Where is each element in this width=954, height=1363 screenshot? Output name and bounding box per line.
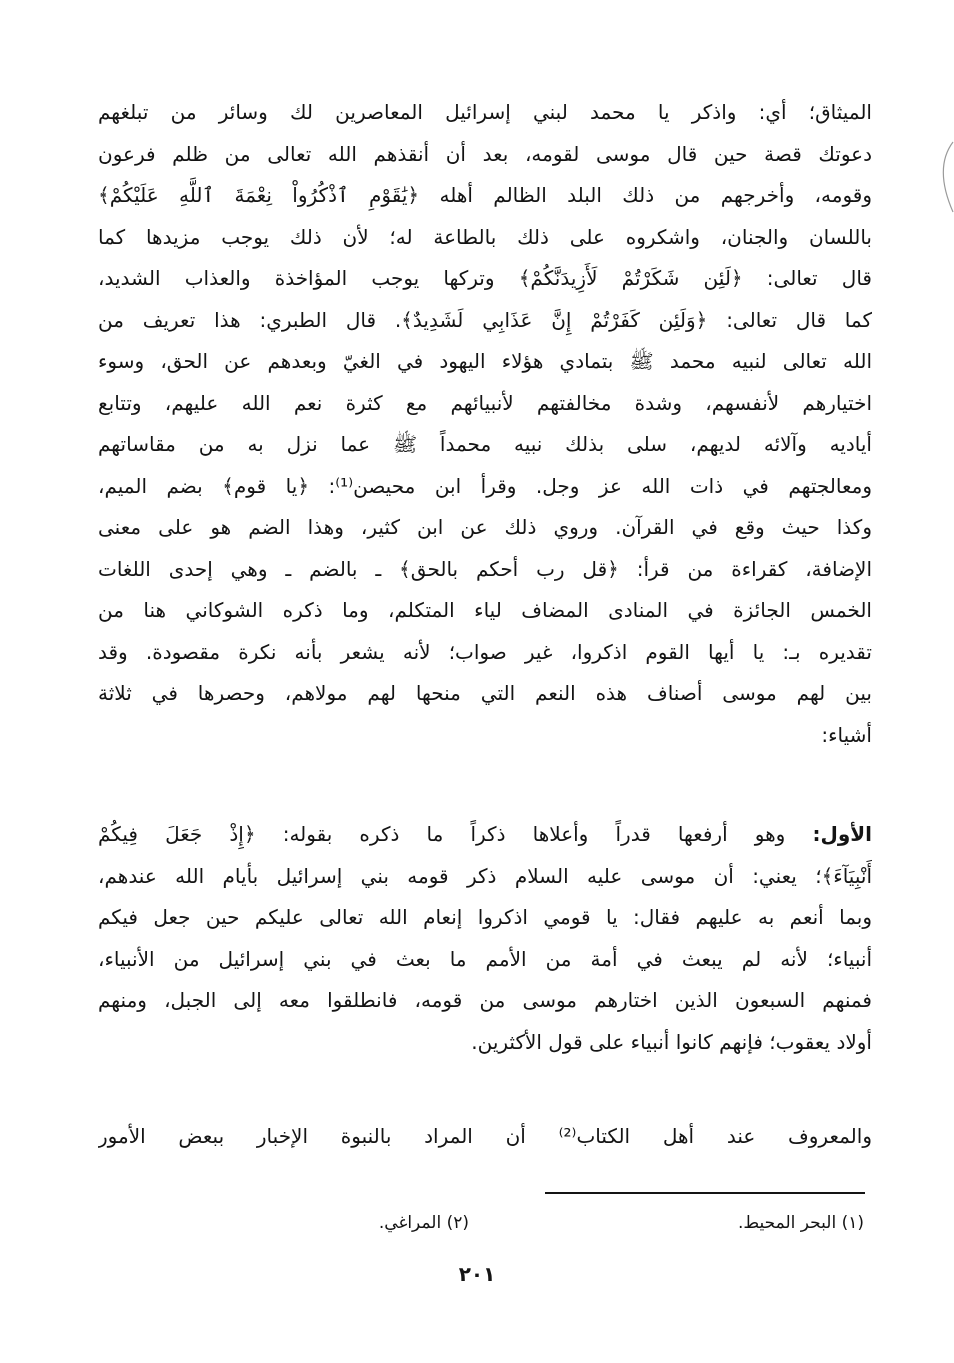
paragraph-3	[98, 1116, 872, 1158]
text-line: وقومه، وأخرجهم من ذلك البلد الظالم أهله ﴿يَٰقَوْمِ ٱذْكُرُواْ نِعْمَةَ ٱللَّهِ عَلَيْكُمْ﴾	[98, 183, 872, 207]
text-line: اختيارهم لأنفسهم، وشدة مخالفتهم لأنبيائهم مع كثرة نعم الله عليهم، وتتابع	[98, 390, 872, 415]
text-line-rest: وهو أرفعها قدراً وأعلاها ذكراً ما ذكره بقوله: ﴿إِذْ جَعَلَ فِيكُمْ	[98, 822, 813, 846]
paragraph-1	[98, 92, 872, 756]
text-line: قال تعالى: ﴿لَئِن شَكَرْتُمْ لَأَزِيدَنَّكُمْ﴾ وتركها يوجب المؤاخذة والعذاب الشديد،	[98, 266, 872, 290]
paragraph-2	[98, 814, 872, 1063]
text-line: أنبياء؛ لأنه لم يبعث في أمة من الأمم ما بعث في بني إسرائيل من الأنبياء،	[98, 946, 872, 971]
text-line: الخمس الجائزة في المنادى المضاف لياء المتكلم، وما ذكره الشوكاني هنا من	[98, 598, 872, 622]
text-line: أولاد يعقوب؛ فإنهم كانوا أنبياء على قول الأكثرين.	[471, 1029, 872, 1054]
text-line: والمعروف عند أهل الكتاب⁽²⁾ أن المراد بالنبوة الإخبار ببعض الأمور	[98, 1124, 872, 1148]
text-line: دعوتك قصة حين قال موسى لقومه، بعد أن أنقذهم الله تعالى من ظلم فرعون	[98, 141, 872, 166]
text-line: بين لهم موسى أصناف هذه النعم التي منحها لهم مولاهم، وحصرها في ثلاثة	[98, 681, 872, 705]
footnote-divider	[545, 1192, 865, 1194]
text-line: أشياء:	[821, 722, 872, 747]
footnote-1: (١) البحر المحيط.	[738, 1213, 864, 1233]
text-line: أَنْبِيَآءَ﴾؛ يعني: أن موسى عليه السلام ذكر قومه بني إسرائيل بأيام الله عندهم،	[98, 863, 872, 888]
page-number: ٢٠١	[458, 1262, 496, 1286]
text-line: الميثاق؛ أي: واذكر يا محمد لبني إسرائيل المعاصرين لك وسائر من تبلغهم	[98, 100, 872, 124]
text-line: الله تعالى لنبيه محمد ﷺ بتمادي هؤلاء اليهود في الغيّ وبعدهم عن الحق، وسوء	[98, 349, 872, 373]
text-line: ومعالجتهم في ذات الله عز وجل. وقرأ ابن محيصن⁽¹⁾: ﴿يا قوم﴾ بضم الميم،	[98, 473, 872, 498]
text-line: وبما أنعم به عليهم فقال: يا قومي اذكروا إنعام الله تعالى عليكم حين جعل فيكم	[98, 905, 872, 929]
section-lead: الأول:	[812, 822, 872, 846]
text-line: كما قال تعالى: ﴿وَلَئِن كَفَرْتُمْ إِنَّ عَذَابِي لَشَدِيدٌ﴾. قال الطبري: هذا تعريف من	[98, 307, 872, 332]
page-edge-mark	[935, 140, 954, 215]
text-line: باللسان والجنان، واشكروه على ذلك بالطاعة له؛ لأن ذلك يوجب مزيدها كما	[98, 224, 872, 249]
text-line: وكذا حيث وقع في القرآن. وروي ذلك عن ابن كثير، وهذا الضم هو على معنى	[98, 515, 872, 539]
text-line: أياديه وآلائه لديهم، سلى بذلك نبيه محمداً ﷺ عما نزل به من مقاساتهم	[98, 432, 872, 456]
footnote-2: (٢) المراغي.	[378, 1213, 469, 1233]
text-line: الإضافة، كقراءة من قرأ: ﴿قل رب أحكم بالحق﴾ ـ بالضم ـ وهي إحدى اللغات	[98, 556, 872, 581]
text-line: تقديره بـ: يا أيها القوم اذكروا، غير صواب؛ لأنه يشعر بأنه نكرة مقصودة. وقد	[98, 639, 872, 664]
text-line: فمنهم السبعون الذين اختارهم موسى من قومه، فانطلقوا معه إلى الجبل، ومنهم	[98, 988, 872, 1012]
text-line	[98, 814, 872, 856]
